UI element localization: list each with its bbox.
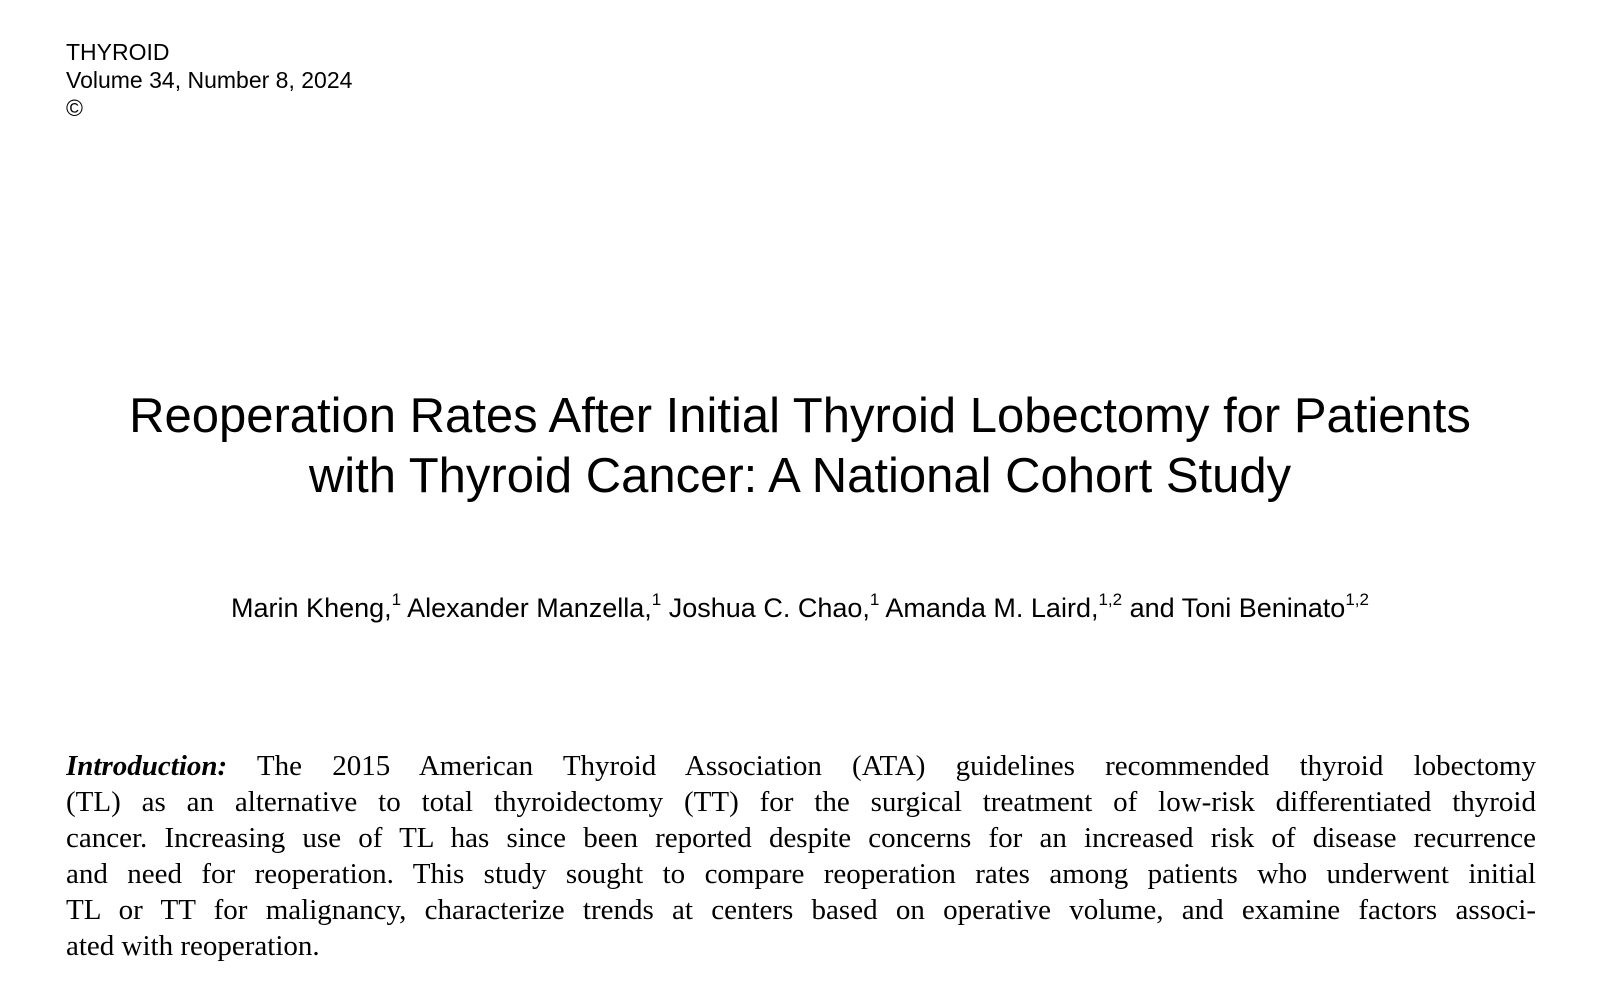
- author-name: Joshua C. Chao,: [668, 593, 870, 623]
- abstract-line: TL or TT for malignancy, characterize trends at centers based on operative volume, and examine factors associ-: [66, 894, 1536, 926]
- author-name: Alexander Manzella,: [407, 593, 652, 623]
- author-affiliation: 1,2: [1098, 590, 1123, 609]
- introduction-heading: Introduction:: [66, 750, 228, 782]
- author-name: Amanda M. Laird,: [885, 593, 1099, 623]
- article-title-line-2: with Thyroid Cancer: A National Cohort Study: [308, 449, 1292, 503]
- author-name: and Toni Beninato: [1129, 593, 1346, 623]
- author-affiliation: 1: [391, 590, 402, 609]
- abstract: [66, 748, 1536, 964]
- running-head: [66, 38, 352, 122]
- author-affiliation: 1,2: [1345, 590, 1369, 609]
- journal-issue: Volume 34, Number 8, 2024: [66, 67, 353, 93]
- abstract-line: ated with reoperation.: [66, 930, 320, 962]
- author-list: [40, 588, 1560, 628]
- author-name: Marin Kheng,: [231, 593, 392, 623]
- abstract-line: and need for reoperation. This study sought to compare reoperation rates among patients who underwent initial: [66, 858, 1536, 890]
- abstract-line: [66, 748, 1536, 784]
- journal-name: THYROID: [66, 39, 170, 65]
- author-affiliation: 1: [651, 590, 662, 609]
- abstract-line-text: The 2015 American Thyroid Association (ATA) guidelines recommended thyroid lobectomy: [256, 750, 1536, 782]
- abstract-line: cancer. Increasing use of TL has since been reported despite concerns for an increased risk of disease recurrence: [66, 822, 1536, 854]
- article-title: [40, 386, 1560, 506]
- abstract-line: (TL) as an alternative to total thyroidectomy (TT) for the surgical treatment of low-risk differentiated thyroid: [66, 786, 1536, 818]
- copyright-symbol: ©: [66, 95, 83, 121]
- article-title-line-1: Reoperation Rates After Initial Thyroid Lobectomy for Patients: [129, 389, 1471, 443]
- author-affiliation: 1: [869, 590, 880, 609]
